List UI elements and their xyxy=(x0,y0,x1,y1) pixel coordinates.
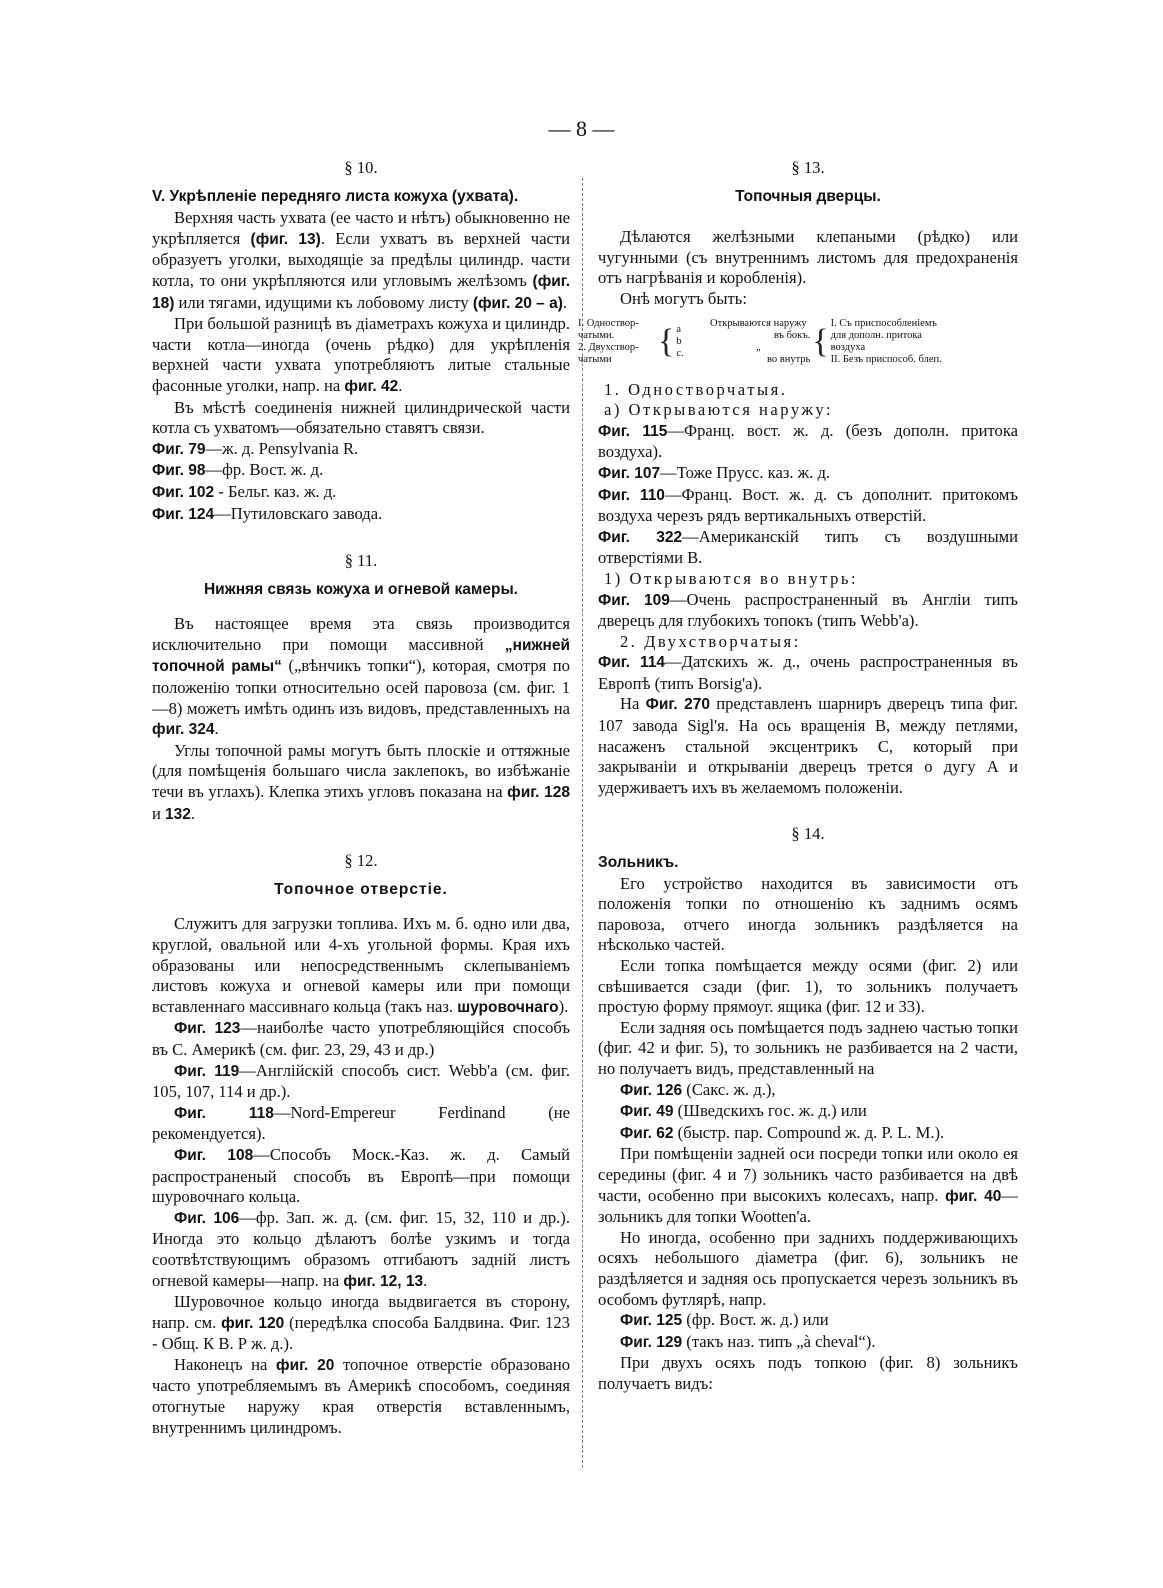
brace-icon: { xyxy=(658,322,675,360)
page-number: — 8 — xyxy=(548,116,615,141)
paragraph: Въ мѣстѣ соединенія нижней цилиндрической части котла съ ухватомъ—обязательно ставятъ связи. xyxy=(152,397,570,438)
paragraph: Если топка помѣщается между осями (фиг. 2) или свѣшивается сзади (фиг. 1), то зольникъ получаетъ простую форму прямоуг. ящика (фиг. 12 и 33). xyxy=(598,956,1018,1017)
list-heading: a) Открываются наружу: xyxy=(604,400,834,420)
left-column xyxy=(152,158,570,1438)
door-classification-table xyxy=(578,318,1018,366)
figure-reference: Фиг. 106—фр. Зап. ж. д. (см. фиг. 15, 32, 110 и др.). Иногда это кольцо дѣлаютъ болѣе узкимъ и тогда соотвѣтствующимъ образомъ отгибаютъ задній листъ огневой камеры—напр. на фиг. 12, 13. xyxy=(152,1207,570,1290)
paragraph: При двухъ осяхъ подъ топкою (фиг. 8) зольникъ получаетъ видъ: xyxy=(598,1353,1018,1393)
paragraph: Служитъ для загрузки топлива. Ихъ м. б. одно или два, круглой, овальной или 4-хъ угольной формы. Края ихъ образованы или непосредственнымъ склепываніемъ листовъ кожуха и огневой камеры или при помощи вставленнаго массивнаго кольца (такъ наз. шуровочнаго). xyxy=(152,914,570,1016)
figure-reference: Фиг. 119—Англійскій способъ сист. Webb'a (см. фиг. 105, 107, 114 и др.). xyxy=(152,1060,570,1102)
figure-reference: Фиг. 102 - Бельг. каз. ж. д. xyxy=(152,481,337,501)
paragraph: Онѣ могутъ быть: xyxy=(620,288,747,308)
figure-reference: Фиг. 123—наиболѣе часто употребляющійся способъ въ С. Америкѣ (см. фиг. 23, 29, 43 и др.) xyxy=(152,1018,571,1059)
figure-reference: Фиг. 62 (быстр. пар. Compound ж. д. P. L. M.). xyxy=(620,1122,945,1142)
paragraph: Верхняя часть ухвата (ее часто и нѣтъ) обыкновенно не укрѣпляется (фиг. 13). Если ухватъ въ верхней части образуетъ уголки, выходящіе за предѣлы цилиндр. части котла, то они укрѣпляются или угловымъ желѣзомъ (фиг. 18) или тягами, идущими къ лобовому листу (фиг. 20 – а). xyxy=(152,208,570,312)
figure-reference: Фиг. 124—Путиловскаго завода. xyxy=(152,503,383,523)
section-12-title: Топочное отверстіе. xyxy=(274,880,448,898)
paragraph: При помѣщеніи задней оси посреди топки или около ея середины (фиг. 4 и 7) зольникъ часто разбивается на двѣ части, особенно при высокихъ колесахъ, напр. фиг. 40—зольникъ для топки Wootten'a. xyxy=(598,1144,1018,1227)
paragraph: Но иногда, особенно при заднихъ поддерживающихъ осяхъ небольшого діаметра (фиг. 6), зольникъ не раздѣляется и задняя ось пропускается черезъ зольникъ въ особомъ футлярѣ, напр. xyxy=(598,1227,1018,1309)
figure-reference: Фиг. 114—Датскихъ ж. д., очень распространенныя въ Европѣ (типъ Borsig'a). xyxy=(598,652,1018,693)
section-14-title: Зольникъ. xyxy=(598,854,679,872)
section-10-title: V. Укрѣпленіе передняго листа кожуха (ухвата). xyxy=(152,187,519,205)
paragraph: Если задняя ось помѣщается подъ заднею частью топки (фиг. 42 и фиг. 5), то зольникъ не разбивается на 2 части, но получаетъ видъ, представленный на xyxy=(598,1017,1018,1078)
figure-reference: Фиг. 109—Очень распространенный въ Англіи типъ дверецъ для глубокихъ топокъ (типъ Webb'a). xyxy=(598,589,1018,631)
section-13-number: § 13. xyxy=(791,158,825,177)
paragraph: При большой разницѣ въ діаметрахъ кожуха и цилиндр. части котла—иногда (очень рѣдко) для укрѣпленія верхней части ухвата употребляютъ литые стальные фасонные уголки, напр. на фиг. 42. xyxy=(152,314,570,395)
figure-reference: Фиг. 118—Nord-Empereur Ferdinand (не рекомендуется). xyxy=(152,1102,570,1144)
figure-reference: Фиг. 110—Франц. Вост. ж. д. съ дополнит. притокомъ воздуха черезъ рядъ вертикальныхъ отверстій. xyxy=(598,484,1019,526)
column-divider xyxy=(582,178,583,1468)
figure-reference: Фиг. 129 (такъ наз. типъ „à cheval“). xyxy=(620,1331,876,1351)
right-column xyxy=(578,158,1019,1394)
figure-reference: Фиг. 98—фр. Вост. ж. д. xyxy=(152,460,324,480)
figure-reference: Фиг. 108—Способъ Моск.-Каз. ж. д. Самый распространеный способъ въ Европѣ—при помощи шуровочнаго кольца. xyxy=(152,1144,571,1207)
figure-reference: Фиг. 49 (Шведскихъ гос. ж. д.) или xyxy=(620,1101,867,1121)
figure-reference: Фиг. 322—Американскій типъ съ воздушными отверстіями B. xyxy=(598,526,1018,568)
figure-reference: Фиг. 126 (Сакс. ж. д.), xyxy=(620,1079,776,1099)
section-13-title: Топочныя дверцы. xyxy=(735,187,881,205)
paragraph: Въ настоящее время эта связь производится исключительно при помощи массивной „нижней топочной рамы“ („вѣнчикъ топки“), которая, смотря по положенію топки относительно осей паровоза (см. фиг. 1—8) можетъ имѣть одинъ изъ видовъ, представленныхъ на фиг. 324. xyxy=(152,614,570,739)
paragraph: Его устройство находится въ зависимости отъ положенія топки по отношенію къ заднимъ осямъ паровоза, отчего иногда зольникъ раздѣляется на нѣсколько частей. xyxy=(598,873,1018,955)
paragraph: Углы топочной рамы могутъ быть плоскіе и оттяжные (для помѣщенія большаго числа заклепокъ, во избѣжаніе течи въ углахъ). Клепка этихъ угловъ показана на фиг. 128 и 132. xyxy=(152,740,570,823)
table-column: I. Съ приспособленіемъ для дополн. притока воздуха II. Безъ приспособ. блеп. xyxy=(830,317,942,365)
paragraph: Наконецъ на фиг. 20 топочное отверстіе образовано часто употребляемымъ въ Америкѣ способомъ, соединяя отогнутые наружу края отверстія вставленнымъ, внутреннимъ цилиндромъ. xyxy=(152,1354,570,1437)
paragraph: На Фиг. 270 представленъ шарниръ дверецъ типа фиг. 107 завода Sigl'я. На ось вращенія B, между петлями, насаженъ стальной эксцентрикъ C, который при закрываніи и открываніи дверецъ трется о дугу A и удерживаетъ ихъ въ желаемомъ положеніи. xyxy=(598,694,1018,797)
table-column: Открываются наружу въ бокъ. „ во внутрь xyxy=(710,317,811,365)
figure-reference: Фиг. 125 (фр. Вост. ж. д.) или xyxy=(620,1310,829,1330)
section-12-number: § 12. xyxy=(344,851,378,871)
list-heading: 1. Одностворчатыя. xyxy=(604,379,788,399)
table-column: I. Одноствор- чатыми. 2. Двухствор- чатыми xyxy=(578,317,639,365)
figure-reference: Фиг. 79—ж. д. Pensylvania R. xyxy=(152,438,359,458)
section-14-number: § 14. xyxy=(791,824,825,844)
paragraph: Шуровочное кольцо иногда выдвигается въ сторону, напр. см. фиг. 120 (передѣлка способа Балдвина. Фиг. 123 - Общ. К В. Р ж. д.). xyxy=(152,1292,570,1354)
list-heading: 1) Открываются во внутрь: xyxy=(604,568,859,588)
section-11-number: § 11. xyxy=(344,551,378,571)
brace-icon: { xyxy=(812,322,829,360)
figure-reference: Фиг. 107—Тоже Прусс. каз. ж. д. xyxy=(598,462,831,482)
section-11-title: Нижняя связь кожуха и огневой камеры. xyxy=(203,580,518,598)
figure-reference: Фиг. 115—Франц. вост. ж. д. (безъ дополн. притока воздуха). xyxy=(598,420,1018,462)
paragraph: Дѣлаются желѣзными клепаными (рѣдко) или чугунными (съ внутреннимъ листомъ для предохраненія отъ нагрѣванія и коробленія). xyxy=(598,227,1018,288)
list-heading: 2. Двухстворчатыя: xyxy=(620,631,801,651)
table-column: a b c. xyxy=(676,323,684,359)
section-10-number: § 10. xyxy=(344,158,378,177)
